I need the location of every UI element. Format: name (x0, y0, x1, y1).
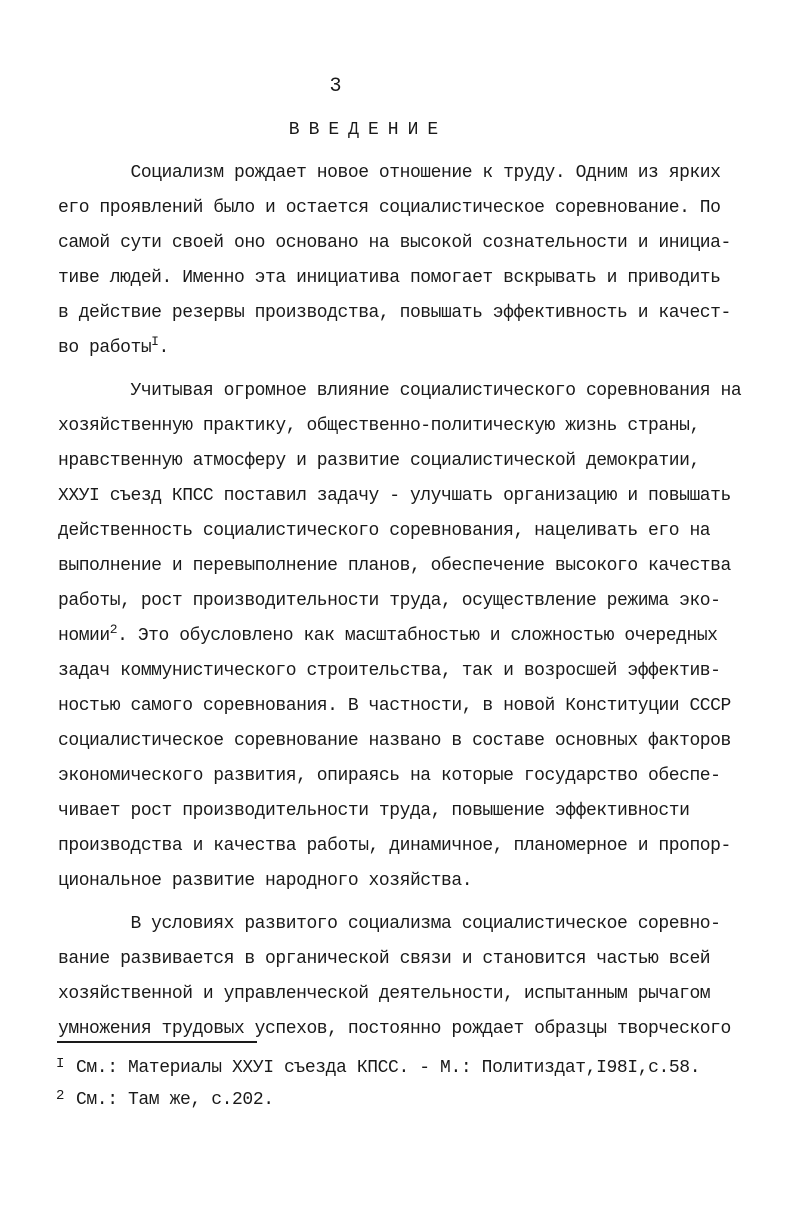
page-number: 3 (329, 75, 343, 98)
text-line (58, 331, 758, 366)
text-line: в действие резервы производства, повышать эффективность и качест- (58, 303, 731, 323)
text-line: производства и качества работы, динамичное, планомерное и пропор- (58, 836, 731, 856)
text-line: задач коммунистического строительства, так и возросшей эффектив- (58, 661, 721, 681)
footnote-text: См.: Там же, с.202. (76, 1090, 274, 1110)
text-line: тиве людей. Именно эта инициатива помогает вскрывать и приводить (58, 268, 721, 288)
footnote-divider (57, 1041, 257, 1043)
text-line: В условиях развитого социализма социалистическое соревно- (58, 914, 721, 934)
text-line: хозяйственную практику, общественно-политическую жизнь страны, (58, 416, 700, 436)
text-line: нравственную атмосферу и развитие социалистической демократии, (58, 451, 700, 471)
text-line: вание развивается в органической связи и становится частью всей (58, 949, 711, 969)
body-text (58, 156, 758, 1047)
text-fragment: номии (58, 626, 110, 646)
text-line: Социализм рождает новое отношение к труду. Одним из ярких (58, 163, 721, 183)
text-line (58, 619, 758, 654)
text-line: хозяйственной и управленческой деятельности, испытанным рычагом (58, 984, 711, 1004)
footnote-ref-2: 2 (109, 622, 118, 637)
text-line: социалистическое соревнование названо в составе основных факторов (58, 731, 731, 751)
text-line: циональное развитие народного хозяйства. (58, 871, 473, 891)
footnote-1 (56, 1050, 756, 1082)
text-line: самой сути своей оно основано на высокой сознательности и инициа- (58, 233, 731, 253)
footnote-mark: I (56, 1056, 65, 1072)
footnote-text: См.: Материалы ХХУI съезда КПСС. - М.: Политиздат,I98I,с.58. (76, 1058, 701, 1078)
text-fragment: во работы (58, 338, 152, 358)
text-line: работы, рост производительности труда, осуществление режима эко- (58, 591, 721, 611)
text-line: Учитывая огромное влияние социалистического соревнования на (58, 381, 742, 401)
text-line: умножения трудовых успехов, постоянно рождает образцы творческого (58, 1019, 731, 1039)
text-fragment: . Это обусловлено как масштабностью и сложностью очередных (117, 626, 718, 646)
footnote-ref-1: I (151, 334, 159, 349)
text-line: выполнение и перевыполнение планов, обеспечение высокого качества (58, 556, 731, 576)
text-line: экономического развития, опираясь на которые государство обеспе- (58, 766, 721, 786)
page-title: ВВЕДЕНИЕ (288, 120, 448, 140)
text-line: ХХУI съезд КПСС поставил задачу - улучшать организацию и повышать (58, 486, 731, 506)
text-line: действенность социалистического соревнования, нацеливать его на (58, 521, 711, 541)
footnotes (56, 1050, 756, 1114)
footnote-2 (56, 1082, 756, 1114)
text-line: чивает рост производительности труда, повышение эффективности (58, 801, 690, 821)
text-line: его проявлений было и остается социалистическое соревнование. По (58, 198, 721, 218)
text-fragment: . (158, 338, 169, 358)
text-line: ностью самого соревнования. В частности, в новой Конституции СССР (58, 696, 731, 716)
footnote-mark: 2 (56, 1088, 65, 1104)
